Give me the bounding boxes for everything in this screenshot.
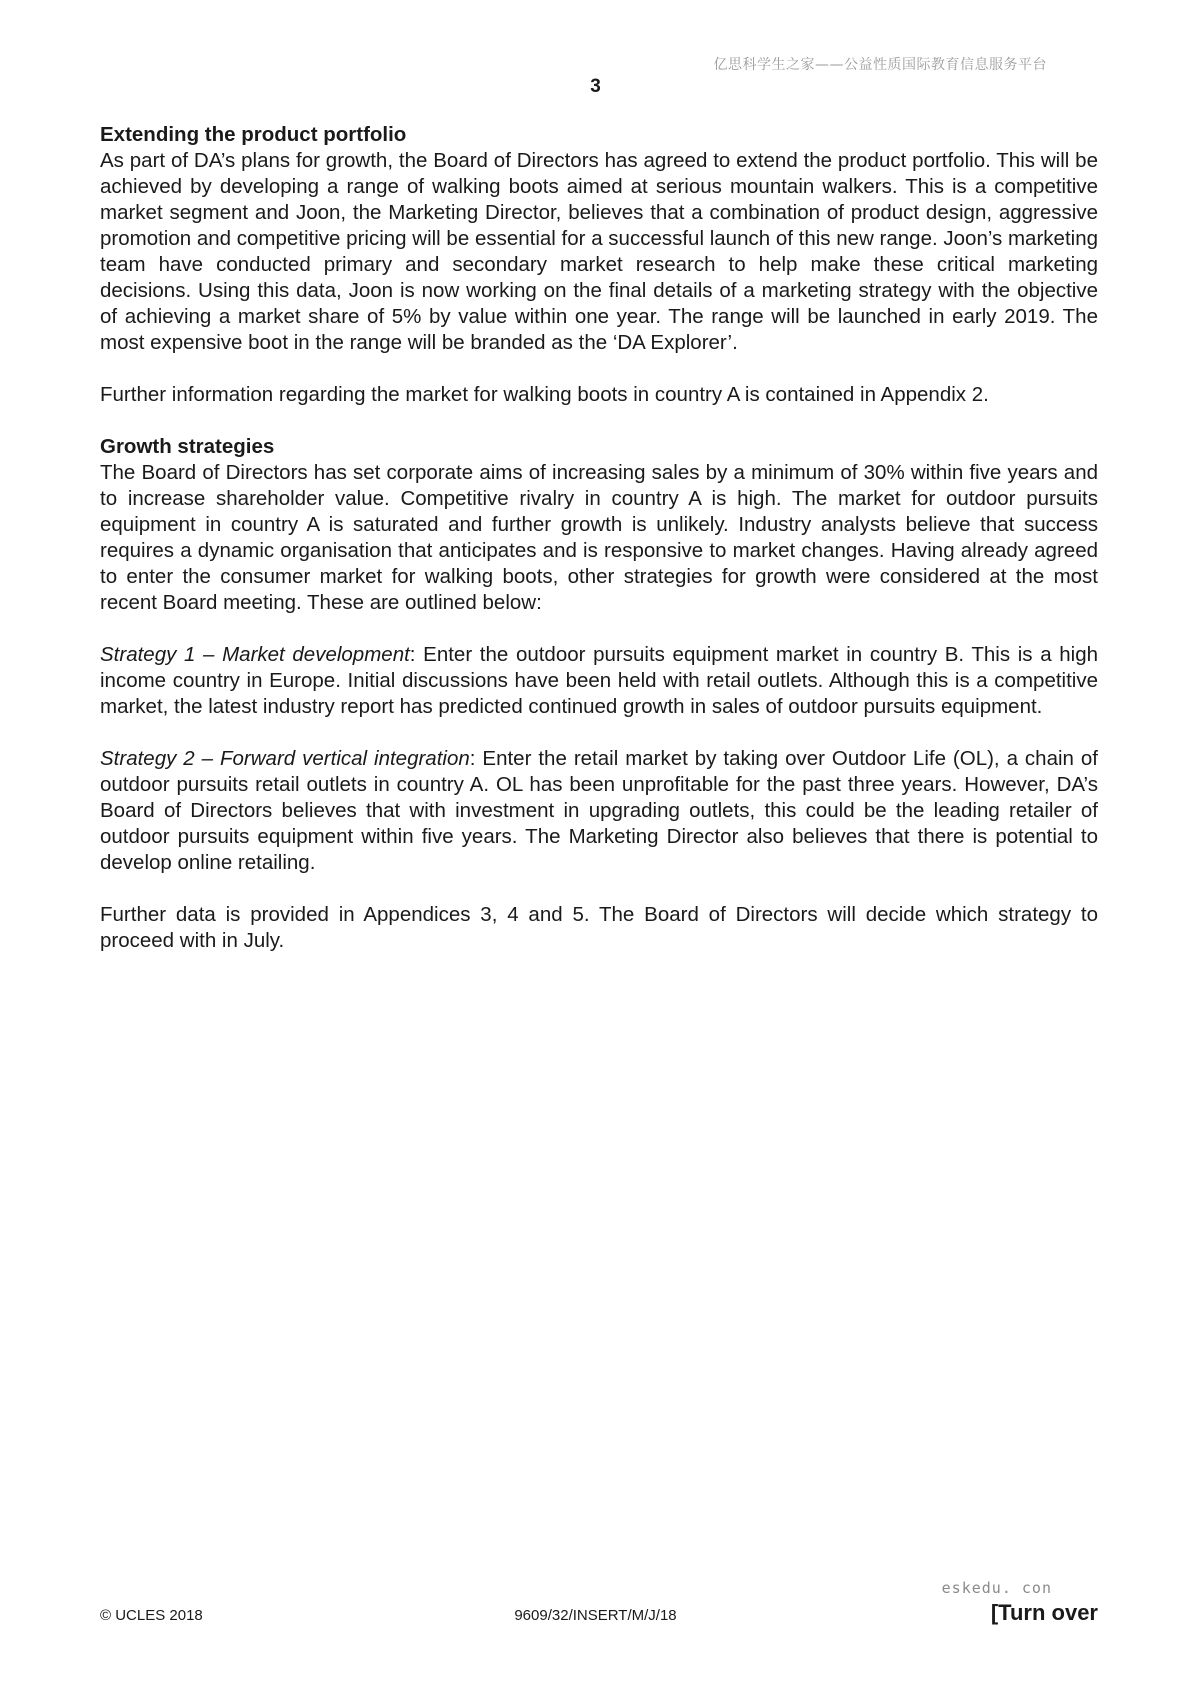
- page-content: [100, 122, 1098, 980]
- header-watermark: 亿思科学生之家——公益性质国际教育信息服务平台: [713, 57, 1047, 73]
- strategy-1-paragraph: [100, 642, 1098, 720]
- strategy-1-text: : Enter the outdoor pursuits equipment market in country B. This is a high income country in Europe. Initial discussions have been held with retail outlets. Although this is a competitive market, the latest industry report has predicted continued growth in sales of outdoor pursuits equipment.: [100, 643, 1099, 718]
- footer-watermark: eskedu. con: [941, 1579, 1052, 1597]
- growth-paragraph: The Board of Directors has set corporate aims of increasing sales by a minimum of 30% within five years and to increase shareholder value. Competitive rivalry in country A is high. The market for outdoor pursuits equipment in country A is saturated and further growth is unlikely. Industry analysts believe that success requires a dynamic organisation that anticipates and is responsive to market changes. Having already agreed to enter the consumer market for walking boots, other strategies for growth were considered at the most recent Board meeting. These are outlined below:: [100, 461, 1098, 614]
- closing-paragraph: Further data is provided in Appendices 3, 4 and 5. The Board of Directors will decide which strategy to proceed with in July.: [100, 903, 1098, 952]
- appendix-reference-paragraph: Further information regarding the market for walking boots in country A is contained in Appendix 2.: [100, 383, 989, 406]
- section-heading-portfolio: Extending the product portfolio: [100, 123, 407, 146]
- page-number: 3: [590, 76, 601, 97]
- section-heading-growth: Growth strategies: [100, 435, 275, 458]
- turn-over-label: [Turn over: [990, 1600, 1098, 1625]
- strategy-2-paragraph: [100, 746, 1098, 876]
- portfolio-paragraph: As part of DA’s plans for growth, the Board of Directors has agreed to extend the product portfolio. This will be achieved by developing a range of walking boots aimed at serious mountain walkers. This is a competitive market segment and Joon, the Marketing Director, believes that a combination of product design, aggressive promotion and competitive pricing will be essential for a successful launch of this new range. Joon’s marketing team have conducted primary and secondary market research to help make these critical marketing decisions. Using this data, Joon is now working on the final details of a marketing strategy with the objective of achieving a market share of 5% by value within one year. The range will be launched in early 2019. The most expensive boot in the range will be branded as the ‘DA Explorer’.: [100, 149, 1098, 354]
- strategy-2-text: : Enter the retail market by taking over Outdoor Life (OL), a chain of outdoor pursuits retail outlets in country A. OL has been unprofitable for the past three years. However, DA’s Board of Directors believes that with investment in upgrading outlets, this could be the leading retailer of outdoor pursuits equipment within five years. The Marketing Director also believes that there is potential to develop online retailing.: [100, 747, 1098, 874]
- footer-copyright: © UCLES 2018: [100, 1607, 203, 1624]
- strategy-1-label: Strategy 1 – Market development: [100, 643, 410, 666]
- footer-document-code: 9609/32/INSERT/M/J/18: [514, 1607, 677, 1624]
- strategy-2-label: Strategy 2 – Forward vertical integration: [100, 747, 470, 770]
